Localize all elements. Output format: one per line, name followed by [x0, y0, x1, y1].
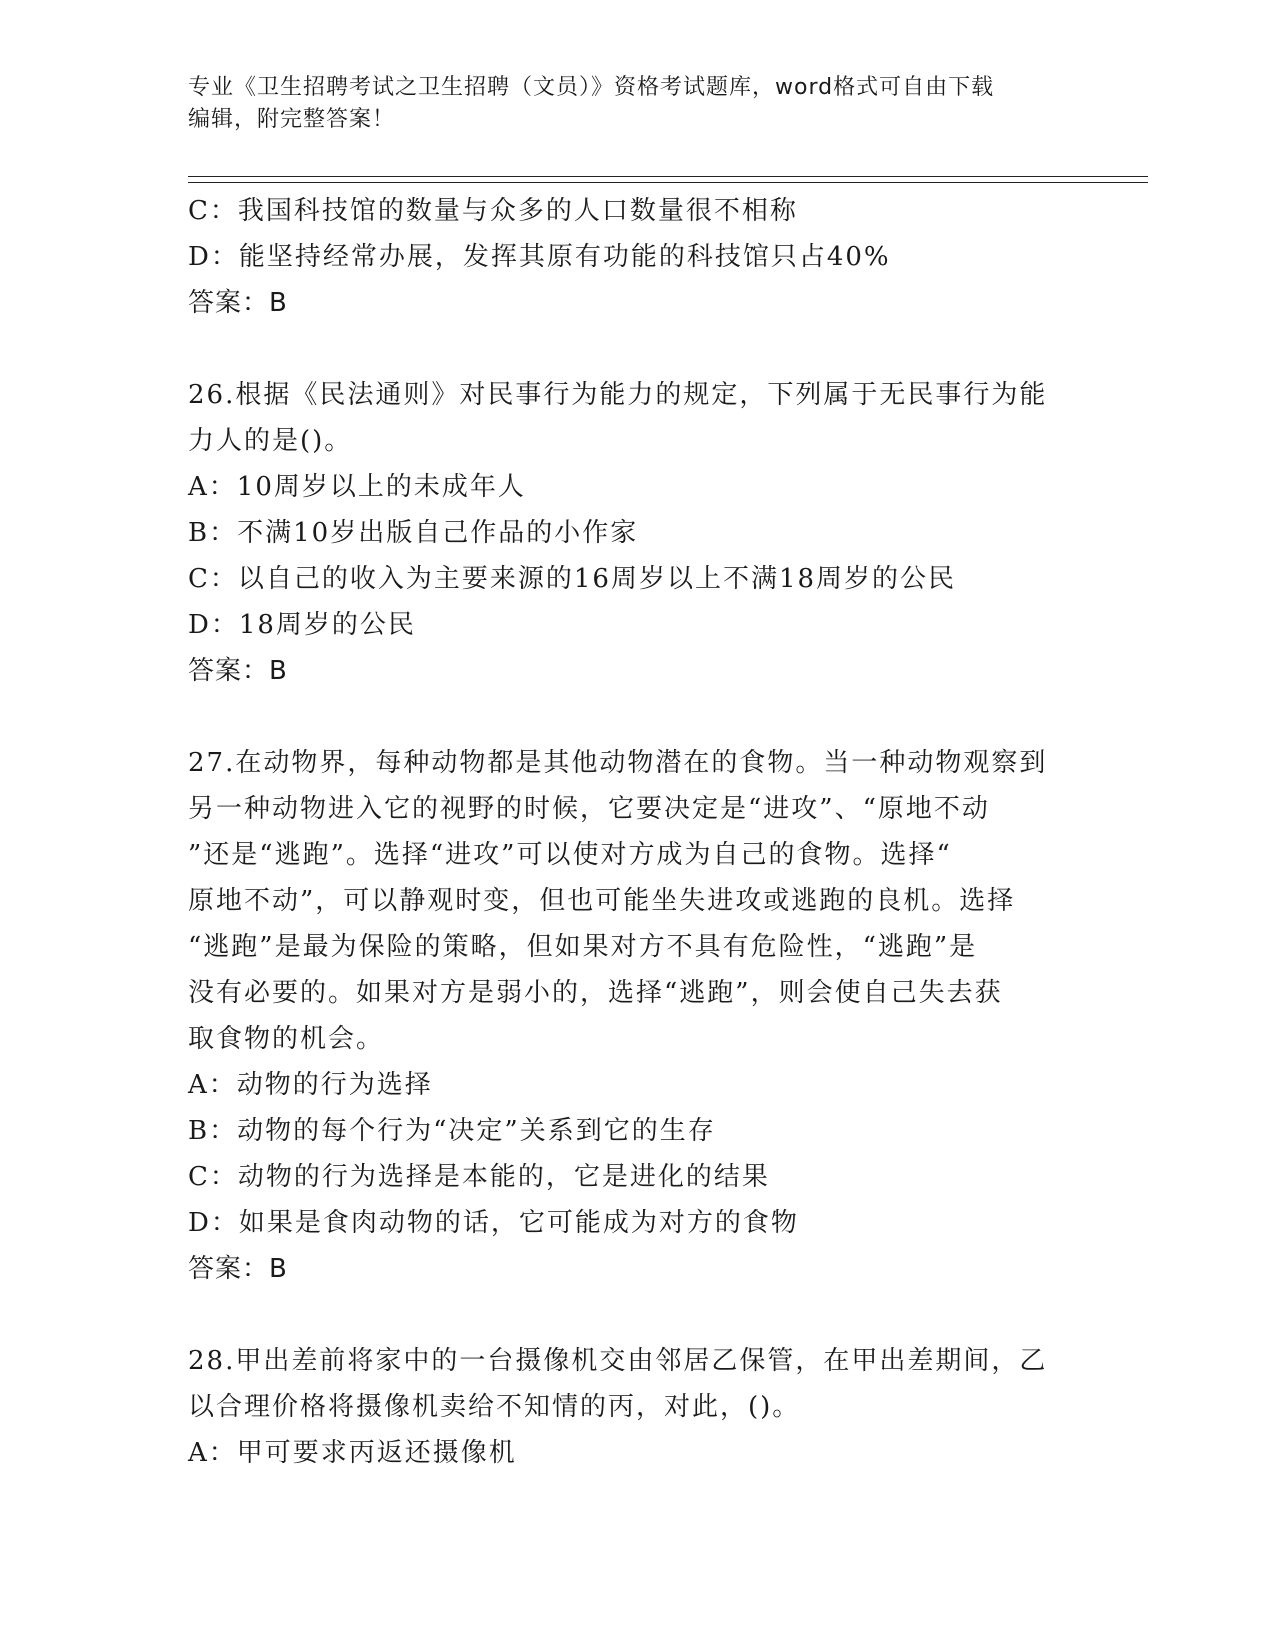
- q27-stem-line-1: 27.在动物界，每种动物都是其他动物潜在的食物。当一种动物观察到: [188, 748, 1048, 778]
- header-line-1: 专业《卫生招聘考试之卫生招聘（文员）》资格考试题库，word格式可自由下载: [188, 75, 995, 100]
- header-line-2: 编辑，附完整答案！: [188, 107, 396, 132]
- question-28: [188, 1338, 1088, 1476]
- question-27: [188, 740, 1088, 1292]
- q27-stem-line-7: 取食物的机会。: [188, 1024, 385, 1054]
- q27-option-d: D：如果是食肉动物的话，它可能成为对方的食物: [188, 1208, 799, 1238]
- spacer: [188, 694, 1088, 740]
- q26-stem-line-2: 力人的是()。: [188, 426, 353, 456]
- question-content: [188, 188, 1088, 1476]
- q28-option-a: A：甲可要求丙返还摄像机: [188, 1438, 517, 1468]
- question-25: [188, 188, 1088, 326]
- q28-stem-line-1: 28.甲出差前将家中的一台摄像机交由邻居乙保管，在甲出差期间，乙: [188, 1346, 1048, 1376]
- q25-option-c: C：我国科技馆的数量与众多的人口数量很不相称: [188, 196, 798, 226]
- q27-answer: 答案：B: [188, 1254, 288, 1284]
- q26-stem-line-1: 26.根据《民法通则》对民事行为能力的规定，下列属于无民事行为能: [188, 380, 1048, 410]
- header-divider-bottom: [188, 182, 1148, 183]
- q27-stem-line-4: 原地不动”，可以静观时变，但也可能坐失进攻或逃跑的良机。选择: [188, 886, 1016, 916]
- q27-stem-line-6: 没有必要的。如果对方是弱小的，选择“逃跑”，则会使自己失去获: [188, 978, 1003, 1008]
- header-divider-top: [188, 176, 1148, 177]
- q25-option-d: D：能坚持经常办展，发挥其原有功能的科技馆只占40%: [188, 242, 891, 272]
- q27-option-b: B：动物的每个行为“决定”关系到它的生存: [188, 1116, 716, 1146]
- q27-stem-line-3: ”还是“逃跑”。选择“进攻”可以使对方成为自己的食物。选择“: [188, 840, 952, 870]
- q26-option-a: A：10周岁以上的未成年人: [188, 472, 526, 502]
- q27-stem-line-2: 另一种动物进入它的视野的时候，它要决定是“进攻”、“原地不动: [188, 794, 990, 824]
- spacer: [188, 1292, 1088, 1338]
- question-26: [188, 372, 1088, 694]
- spacer: [188, 326, 1088, 372]
- q25-answer: 答案：B: [188, 288, 288, 318]
- q27-option-a: A：动物的行为选择: [188, 1070, 433, 1100]
- q26-option-c: C：以自己的收入为主要来源的16周岁以上不满18周岁的公民: [188, 564, 957, 594]
- document-header: [188, 72, 1068, 136]
- q27-option-c: C：动物的行为选择是本能的，它是进化的结果: [188, 1162, 770, 1192]
- q26-option-b: B：不满10岁出版自己作品的小作家: [188, 518, 639, 548]
- q27-stem-line-5: “逃跑”是最为保险的策略，但如果对方不具有危险性，“逃跑”是: [188, 932, 978, 962]
- q26-answer: 答案：B: [188, 656, 288, 686]
- q28-stem-line-2: 以合理价格将摄像机卖给不知情的丙，对此，()。: [188, 1392, 801, 1422]
- q26-option-d: D：18周岁的公民: [188, 610, 416, 640]
